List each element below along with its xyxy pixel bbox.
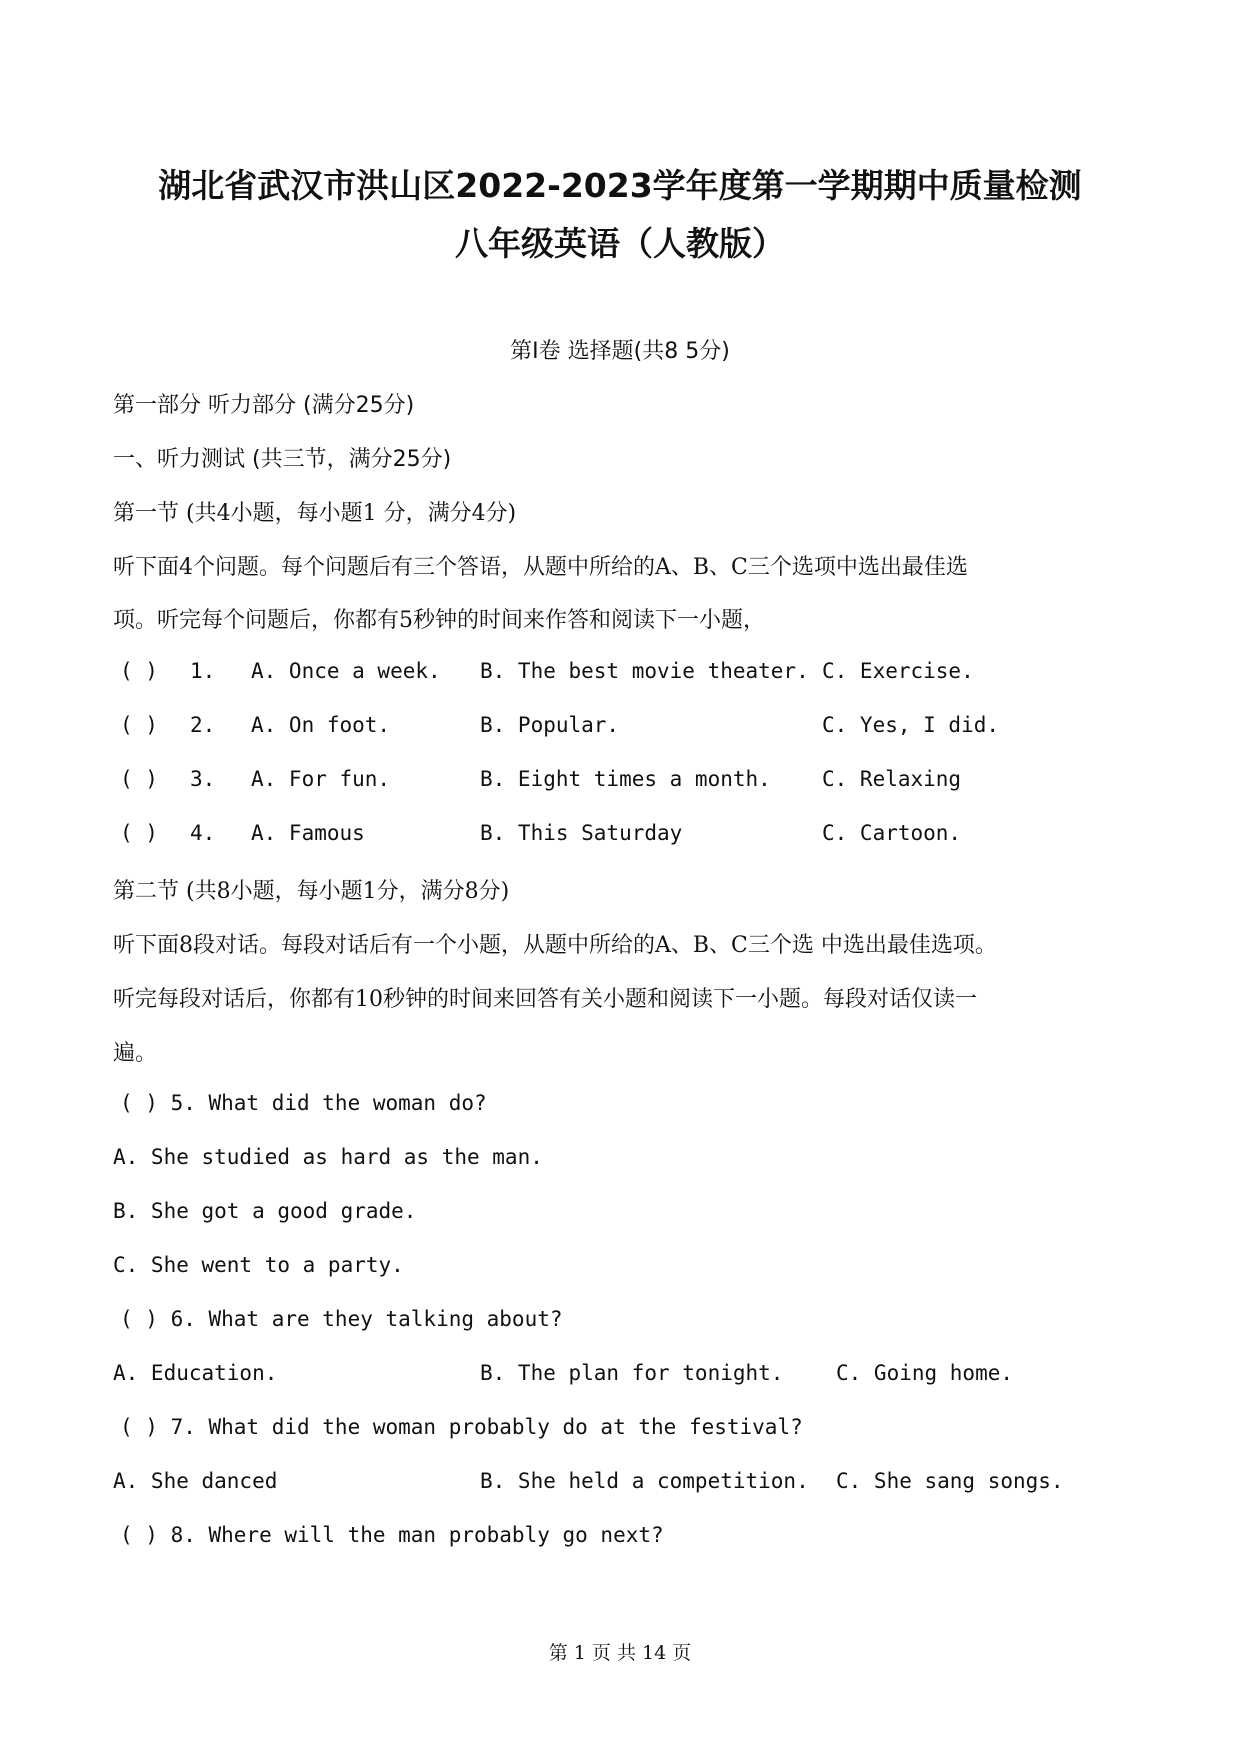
question-stem: ( ) 6. What are they talking about? — [120, 1307, 563, 1331]
option-c: C. Exercise. — [822, 659, 974, 683]
answer-bracket[interactable]: ( ) — [120, 659, 158, 683]
option-c: C. Going home. — [836, 1361, 1014, 1385]
option-b: B. The plan for tonight. — [480, 1361, 784, 1385]
option-a: A. On foot. — [251, 713, 391, 737]
volume-title: 第Ⅰ卷 选择题(共8 5分) — [510, 339, 730, 364]
section2-instruction-line1: 听下面8段对话。每段对话后有一个小题，从题中所给的A、B、C三个选 中选出最佳选项。 — [113, 933, 997, 958]
option-b: B. This Saturday — [480, 821, 683, 845]
question-stem: ( ) 5. What did the woman do? — [120, 1091, 487, 1115]
question-stem: ( ) 8. Where will the man probably go next? — [120, 1523, 664, 1547]
answer-bracket[interactable]: ( ) — [120, 821, 158, 845]
answer-bracket[interactable]: ( ) — [120, 767, 158, 791]
option-b: B. Popular. — [480, 713, 620, 737]
option-a: A. Once a week. — [251, 659, 441, 683]
question-stem: ( ) 7. What did the woman probably do at the festival? — [120, 1415, 803, 1439]
section1-instruction-line2: 项。听完每个问题后，你都有5秒钟的时间来作答和阅读下一小题， — [113, 608, 765, 633]
option-a: A. Education. — [113, 1361, 278, 1385]
option-b: B. The best movie theater. — [480, 659, 809, 683]
answer-bracket[interactable]: ( ) — [120, 713, 158, 737]
page-footer: 第 1 页 共 14 页 — [548, 1642, 692, 1664]
option-c: C. She sang songs. — [836, 1469, 1064, 1493]
question-number: 2. — [190, 713, 216, 737]
exam-title: 湖北省武汉市洪山区2022-2023学年度第一学期期中质量检测 — [158, 166, 1082, 205]
exam-subtitle: 八年级英语（人教版） — [455, 224, 785, 263]
section2-instruction-line3: 遍。 — [113, 1041, 158, 1066]
question-number: 4. — [190, 821, 216, 845]
question-number: 3. — [190, 767, 216, 791]
option-c: C. She went to a party. — [113, 1253, 404, 1277]
option-a: A. She danced — [113, 1469, 278, 1493]
option-b: B. Eight times a month. — [480, 767, 771, 791]
section1-instruction-line1: 听下面4个问题。每个问题后有三个答语，从题中所给的A、B、C三个选项中选出最佳选 — [113, 555, 968, 580]
section1-heading: 第一节 (共4小题，每小题1 分，满分4分) — [113, 501, 517, 526]
option-c: C. Yes, I did. — [822, 713, 1000, 737]
option-a: A. For fun. — [251, 767, 391, 791]
option-c: C. Cartoon. — [822, 821, 962, 845]
option-a: A. Famous — [251, 821, 365, 845]
option-b: B. She got a good grade. — [113, 1199, 417, 1223]
option-c: C. Relaxing — [822, 767, 962, 791]
question-number: 1. — [190, 659, 216, 683]
part1-heading: 第一部分 听力部分 (满分25分) — [113, 393, 415, 418]
part1-subheading: 一、听力测试 (共三节，满分25分) — [113, 447, 452, 472]
option-a: A. She studied as hard as the man. — [113, 1145, 543, 1169]
section2-instruction-line2: 听完每段对话后，你都有10秒钟的时间来回答有关小题和阅读下一小题。每段对话仅读一 — [113, 987, 977, 1012]
section2-heading: 第二节 (共8小题，每小题1分，满分8分) — [113, 879, 510, 904]
option-b: B. She held a competition. — [480, 1469, 809, 1493]
